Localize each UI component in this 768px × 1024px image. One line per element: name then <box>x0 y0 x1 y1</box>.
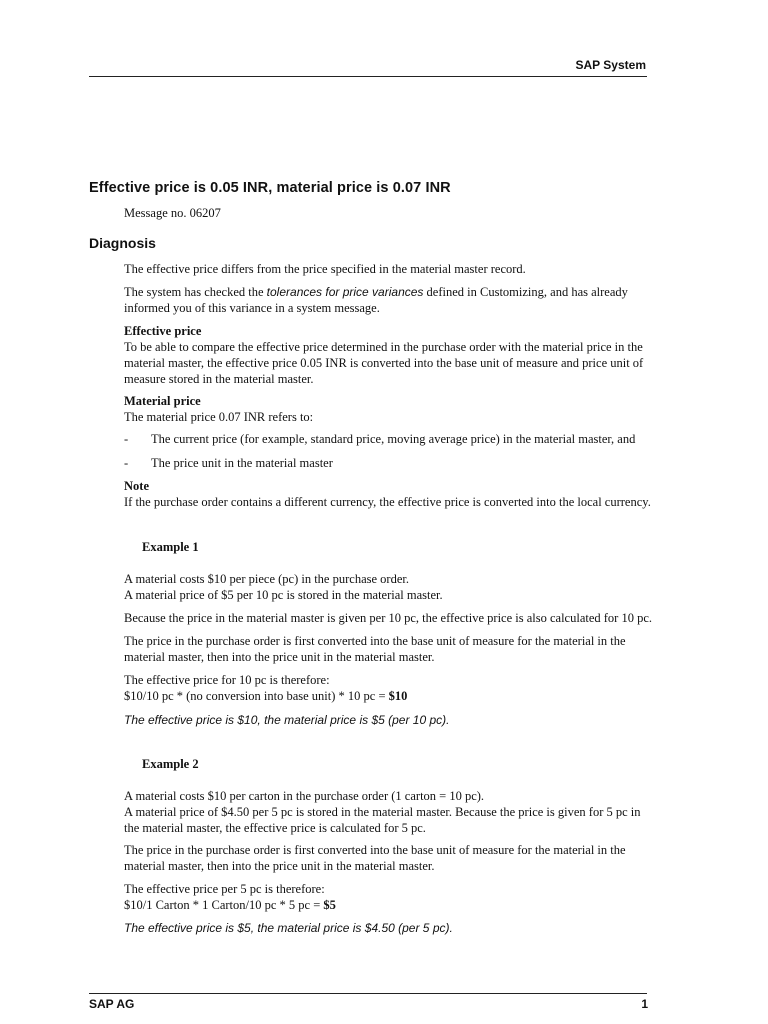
example-1-result: $10 <box>388 689 408 703</box>
material-price-heading: Material price <box>124 394 201 408</box>
page-title: Effective price is 0.05 INR, material price is 0.07 INR <box>89 180 451 196</box>
example-2-conclusion: The effective price is $5, the material price is $4.50 (per 5 pc). <box>124 921 453 935</box>
tolerances-term: tolerances for price variances <box>266 285 424 299</box>
diagnosis-paragraph-2: The system has checked the tolerances for price variances defined in Customizing, and has already informed you of this variance in a system message. <box>124 285 628 315</box>
example-2-conversion: The price in the purchase order is first converted into the base unit of measure for the material in the material master, then into the price unit in the material master. <box>124 843 626 873</box>
diagnosis-paragraph-1: The effective price differs from the price specified in the material master record. <box>124 262 526 276</box>
header-rule <box>89 76 647 77</box>
example-2-calculation: The effective price per 5 pc is therefore: $10/1 Carton * 1 Carton/10 pc * 5 pc = $5 <box>124 882 336 912</box>
material-price-text: The material price 0.07 INR refers to: <box>124 410 314 424</box>
page-number: 1 <box>641 997 648 1011</box>
diagnosis-heading: Diagnosis <box>89 235 156 251</box>
bullet-item: The price unit in the material master <box>151 456 333 470</box>
example-2-result: $5 <box>323 898 336 912</box>
example-1-conclusion: The effective price is $10, the material price is $5 (per 10 pc). <box>124 713 450 727</box>
effective-price-heading: Effective price <box>124 324 202 338</box>
bullet-dash: - <box>124 456 129 470</box>
effective-price-text: To be able to compare the effective price determined in the purchase order with the material price in the material master, the effective price 0.05 INR is converted into the base unit of measure and price unit of measure stored in the material master. <box>124 340 644 386</box>
example-2-heading: Example 2 <box>142 757 199 771</box>
bullet-item: The current price (for example, standard price, moving average price) in the material master, and <box>151 432 636 446</box>
example-1-heading: Example 1 <box>142 540 199 554</box>
message-number: Message no. 06207 <box>124 206 221 220</box>
footer-company: SAP AG <box>89 997 135 1011</box>
example-1-conversion: The price in the purchase order is first converted into the base unit of measure for the material in the material master, then into the price unit in the material master. <box>124 634 626 664</box>
note-heading: Note <box>124 479 149 493</box>
header-title: SAP System <box>575 58 646 72</box>
example-1-intro: A material costs $10 per piece (pc) in the purchase order. A material price of $5 per 10 pc is stored in the material master. <box>124 572 443 602</box>
bullet-dash: - <box>124 432 129 446</box>
footer-rule <box>89 993 647 994</box>
example-2-intro: A material costs $10 per carton in the purchase order (1 carton = 10 pc). A material price of $4.50 per 5 pc is stored in the material master. Because the price is given for 5 pc in the material master, the effective price is calculated for 5 pc. <box>124 789 641 835</box>
example-1-calculation: The effective price for 10 pc is therefore: $10/10 pc * (no conversion into base unit) * 10 pc = $10 <box>124 673 408 703</box>
note-text: If the purchase order contains a different currency, the effective price is converted into the local currency. <box>124 495 651 509</box>
example-1-reason: Because the price in the material master is given per 10 pc, the effective price is also calculated for 10 pc. <box>124 611 653 625</box>
